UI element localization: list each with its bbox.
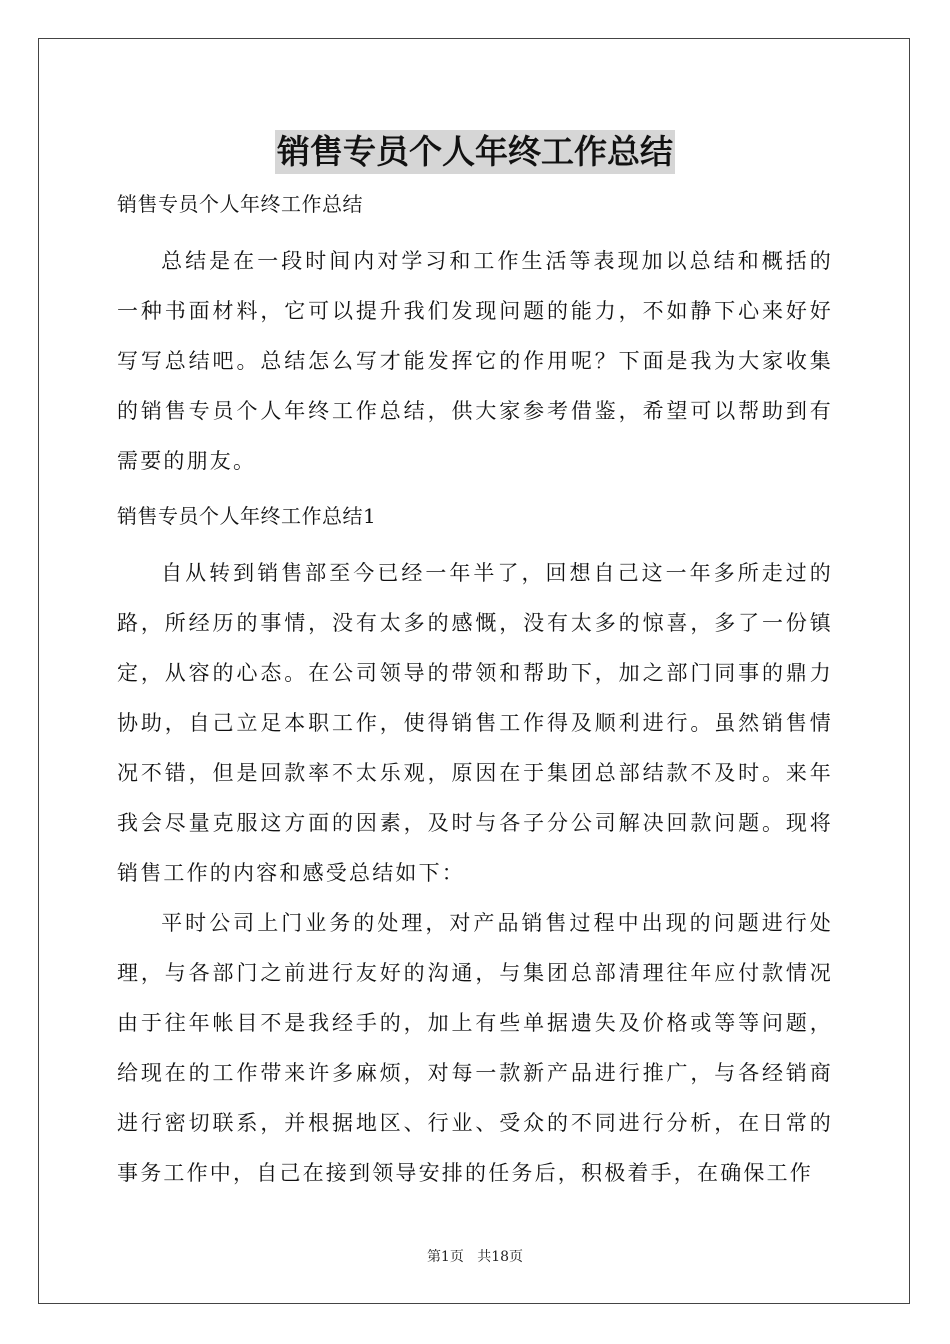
document-title-text: 销售专员个人年终工作总结 — [275, 130, 675, 174]
page-total: 共18页 — [477, 1249, 524, 1265]
section-1-paragraph-2: 平时公司上门业务的处理，对产品销售过程中出现的问题进行处理，与各部门之前进行友好的沟通，与集团总部清理往年应付款情况由于往年帐目不是我经手的，加上有些单据遗失及价格或等等问题，给现在的工作带来许多麻烦，对每一款新产品进行推广，与各经销商进行密切联系，并根据地区、行业、受众的不同进行分析，在日常的事务工作中，自己在接到领导安排的任务后，积极着手，在确保工作 — [117, 911, 833, 1185]
section-1-heading: 销售专员个人年终工作总结1 — [117, 504, 377, 528]
intro-paragraph: 总结是在一段时间内对学习和工作生活等表现加以总结和概括的一种书面材料，它可以提升我们发现问题的能力，不如静下心来好好写写总结吧。总结怎么写才能发挥它的作用呢？下面是我为大家收集的销售专员个人年终工作总结，供大家参考借鉴，希望可以帮助到有需要的朋友。 — [117, 249, 833, 473]
document-body — [117, 126, 833, 1198]
document-subtitle: 销售专员个人年终工作总结 — [117, 192, 363, 216]
document-title — [117, 126, 833, 178]
section-1-paragraph-1: 自从转到销售部至今已经一年半了，回想自己这一年多所走过的路，所经历的事情，没有太多的感慨，没有太多的惊喜，多了一份镇定，从容的心态。在公司领导的带领和帮助下，加之部门同事的鼎力协助，自己立足本职工作，使得销售工作得及顺利进行。虽然销售情况不错，但是回款率不太乐观，原因在于集团总部结款不及时。来年我会尽量克服这方面的因素，及时与各子分公司解决回款问题。现将销售工作的内容和感受总结如下： — [117, 561, 833, 885]
page-number: 第1页 — [426, 1249, 464, 1265]
page-footer — [0, 1248, 950, 1266]
